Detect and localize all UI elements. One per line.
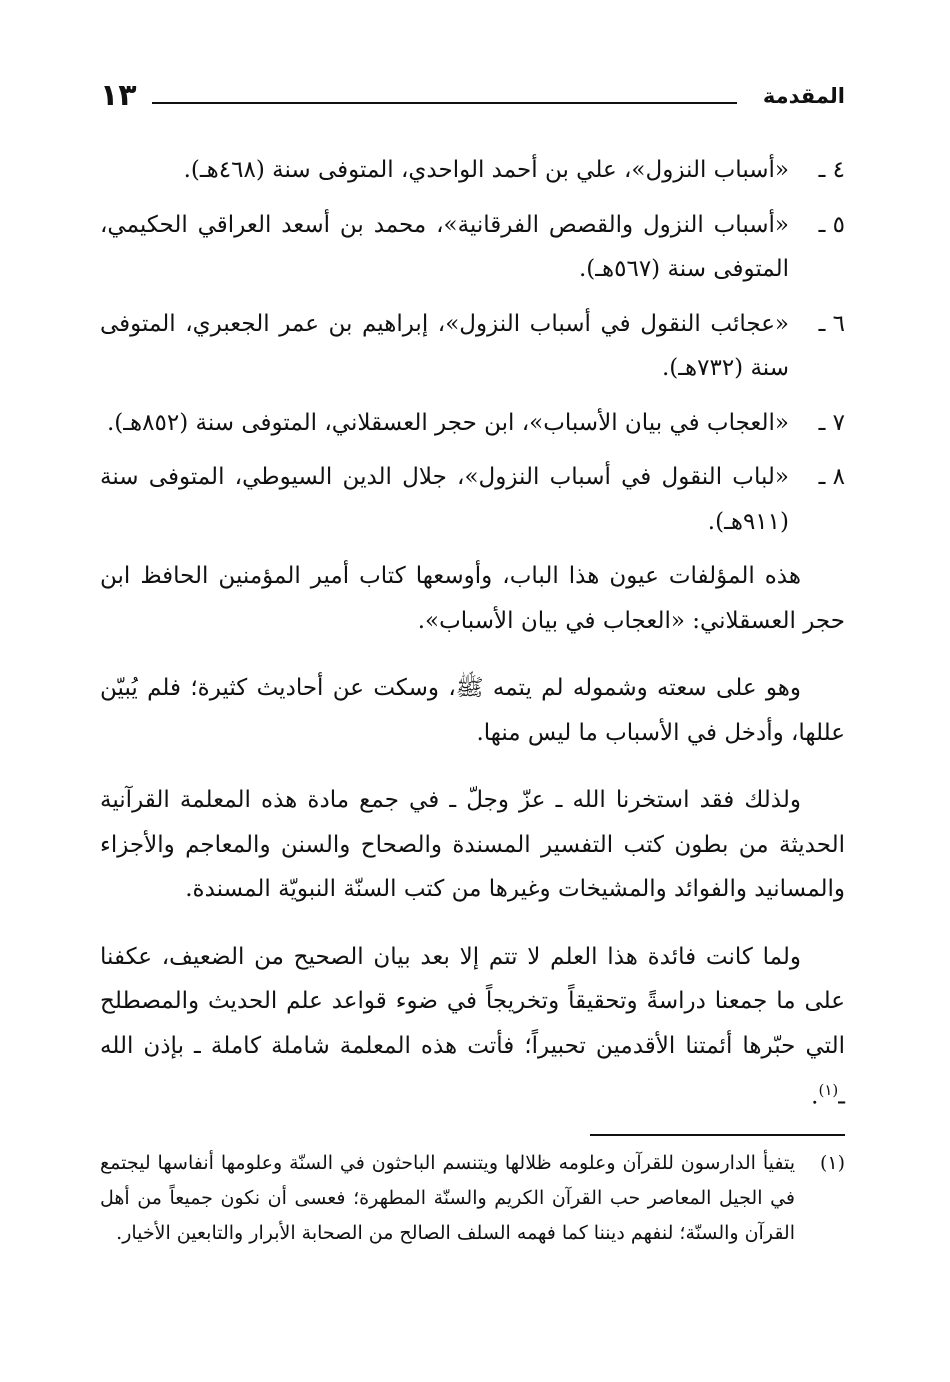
item-text: «عجائب النقول في أسباب النزول»، إبراهيم بن عمر الجعبري، المتوفى سنة (٧٣٢هـ). <box>100 310 789 381</box>
main-text <box>100 148 845 1129</box>
item-number: ٥ ـ <box>818 211 845 238</box>
list-item <box>100 203 845 292</box>
paragraph: هذه المؤلفات عيون هذا الباب، وأوسعها كتاب أمير المؤمنين الحافظ ابن حجر العسقلاني: «العجاب في بيان الأسباب». <box>100 563 845 634</box>
footnote-rule <box>590 1134 845 1136</box>
item-text: «أسباب النزول والقصص الفرقانية»، محمد بن أسعد العراقي الحكيمي، المتوفى سنة (٥٦٧هـ). <box>100 211 789 282</box>
list-item <box>100 401 845 446</box>
list-item <box>100 148 845 193</box>
item-number: ٦ ـ <box>818 310 845 337</box>
paragraph: ولذلك فقد استخرنا الله ـ عزّ وجلّ ـ في جمع مادة هذه المعلمة القرآنية الحديثة من بطون كتب التفسير المسندة والصحاح والسنن والمعاجم والأجزاء والمسانيد والفوائد والمشيخات وغيرها من كتب السنّة النبويّة المسندة. <box>100 787 846 902</box>
item-text: «أسباب النزول»، علي بن أحمد الواحدي، المتوفى سنة (٤٦٨هـ). <box>183 157 789 183</box>
item-text: «لباب النقول في أسباب النزول»، جلال الدين السيوطي، المتوفى سنة (٩١١هـ). <box>100 464 789 535</box>
running-header <box>100 78 845 122</box>
item-number: ٧ ـ <box>818 409 845 436</box>
list-item <box>100 455 845 544</box>
footnote <box>100 1146 845 1251</box>
paragraph: ولما كانت فائدة هذا العلم لا تتم إلا بعد بيان الصحيح من الضعيف، عكفنا على ما جمعنا دراسةً وتحقيقاً وتخريجاً في ضوء قواعد علم الحديث والمصطلح التي حبّرها أئمتنا الأقدمين تحبيراً؛ فأتت هذه المعلمة شاملة كاملة ـ بإذن الله ـ$^{(١)}$. <box>100 943 845 1110</box>
footnote-marker[interactable]: (١) <box>818 1081 839 1099</box>
paragraph: وهو على سعته وشموله لم يتمه ﷺ، وسكت عن أحاديث كثيرة؛ فلم يُبيّن عللها، وأدخل في الأسباب ما ليس منها. <box>100 675 845 746</box>
item-number: ٨ ـ <box>818 464 845 490</box>
item-number: ٤ ـ <box>818 157 845 183</box>
page-number: ١٣ <box>100 78 137 113</box>
item-text: «العجاب في بيان الأسباب»، ابن حجر العسقلاني، المتوفى سنة (٨٥٢هـ). <box>107 409 789 436</box>
footnote-number: (١) <box>819 1152 845 1174</box>
paragraph-text: ولما كانت فائدة هذا العلم لا تتم إلا بعد بيان الصحيح من الضعيف، عكفنا على ما جمعنا دراسةً وتحقيقاً وتخريجاً في ضوء قواعد علم الحديث والمصطلح التي حبّرها أئمتنا الأقدمين تحبيراً؛ فأتت هذه المعلمة شاملة كاملة ـ بإذن الله ـ <box>100 943 845 1110</box>
footnote-text: يتفيأ الدارسون للقرآن وعلومه ظلالها ويتنسم الباحثون في السنّة وعلومها أنفاسها ليجتمع في الجيل المعاصر حب القرآن الكريم والسنّة المطهرة؛ فعسى أن نكون جميعاً من أهل القرآن والسنّة؛ لنفهم ديننا كما فهمه السلف الصالح من الصحابة الأبرار والتابعين الأخيار. <box>100 1152 795 1244</box>
section-title: المقدمة <box>762 84 845 108</box>
list-item <box>100 302 845 391</box>
header-rule <box>152 102 737 104</box>
